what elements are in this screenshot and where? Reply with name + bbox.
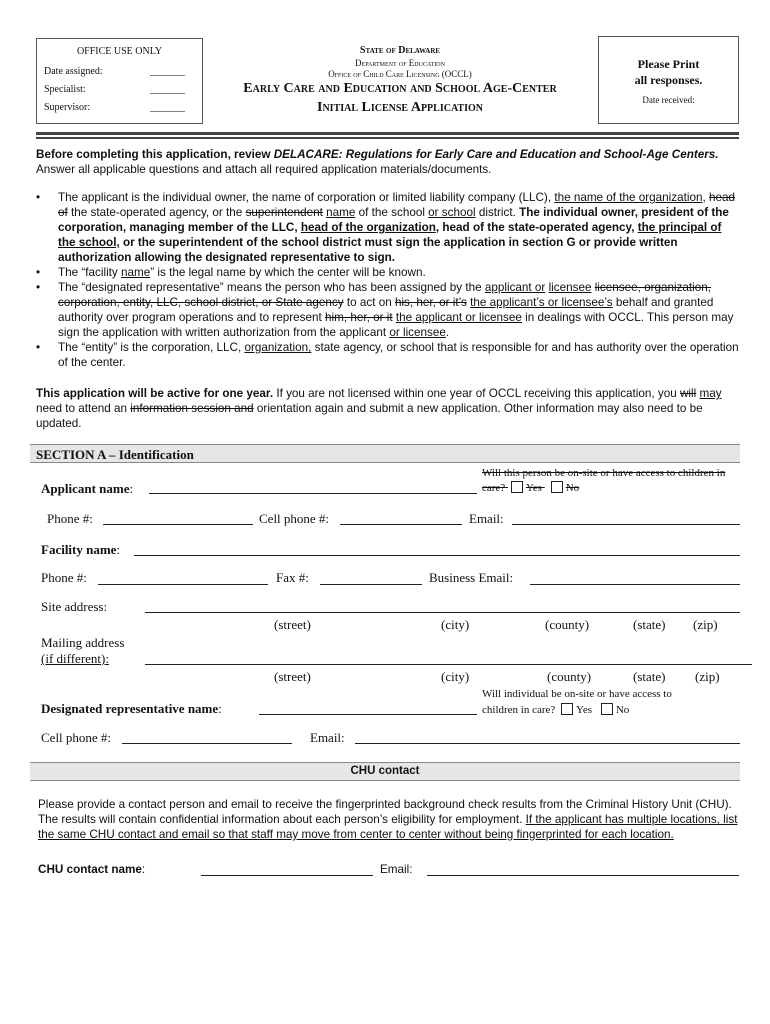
intro-paragraph [36, 147, 736, 177]
no-label: No [615, 704, 630, 716]
inserted-text: organization, [244, 341, 312, 354]
text: Please provide a contact person and email to receive the fingerprinted background check results from the Criminal History Unit (CHU). The results will contain confidential information about each person’s eligibility for employment. [38, 798, 732, 826]
facility-name-input[interactable] [134, 542, 740, 556]
rep-email-label: Email: [310, 730, 345, 745]
office-use-box [36, 38, 203, 124]
deleted-text: his, her, or it’s [394, 296, 467, 309]
chu-header [30, 762, 740, 781]
header-divider [36, 132, 739, 139]
form-title-line2: Initial License Application [317, 100, 483, 115]
mailing-address-input[interactable] [145, 651, 752, 665]
mailing-address-label: Mailing address [41, 635, 125, 650]
yes-label: Yes [525, 482, 542, 494]
site-city-caption: (city) [441, 617, 470, 632]
inserted-text: or licensee [389, 326, 446, 339]
text: ” is the legal name by which the center will be known. [150, 266, 426, 279]
mailing-if-different: (if different): [41, 651, 109, 666]
inserted-text: the applicant or licensee [395, 311, 522, 324]
text: The applicant is the individual owner, the name of corporation or limited liability company (LLC), [58, 191, 555, 204]
header-state: State of Delaware [359, 45, 441, 56]
form-title-line1: Early Care and Education and School Age-Center [243, 81, 557, 96]
mail-street-caption: (street) [274, 669, 311, 684]
date-assigned-blank: _______ [150, 66, 185, 77]
supervisor-blank: _______ [150, 102, 185, 113]
bold-text: , head of the state-operated agency, [435, 221, 638, 234]
mail-county-caption: (county) [547, 669, 592, 684]
rep-onsite-yes-checkbox[interactable] [561, 703, 573, 715]
fax-label: Fax #: [276, 570, 309, 585]
rep-email-input[interactable] [355, 730, 740, 744]
deleted-text: head of [58, 191, 735, 219]
phone-input[interactable] [103, 511, 253, 525]
text: , [702, 191, 709, 204]
chu-paragraph [38, 797, 738, 842]
header-dept: Department of Education [355, 58, 445, 68]
text: orientation again and submit a new application. Other information may also need to be updated. [36, 402, 703, 430]
site-address-input[interactable] [145, 599, 740, 613]
bullet-facility [36, 265, 740, 280]
deleted-text: information session and [130, 402, 254, 415]
label-text: Applicant name [41, 481, 130, 496]
rep-onsite-question [482, 686, 732, 718]
intro-lead: Before completing this application, review [36, 148, 274, 161]
inserted-text: or school [428, 206, 476, 219]
label-text: Designated representative name [41, 701, 219, 716]
please-print-line2: all responses. [634, 73, 703, 87]
bullet-designated-rep [36, 280, 740, 340]
inserted-text: the applicant’s or licensee’s [470, 296, 613, 309]
text: to act on [343, 296, 395, 309]
definitions-list [36, 190, 740, 370]
rep-cell-label: Cell phone #: [41, 730, 112, 745]
cell-phone-input[interactable] [340, 511, 462, 525]
text: . [445, 326, 450, 339]
site-address-label: Site address: [41, 599, 108, 614]
deleted-text: him, her, or it [325, 311, 393, 324]
bold-text: The individual owner, president of the corporation, managing member of the LLC, [58, 206, 729, 234]
question-line1: Will individual be on-site or have access to [482, 688, 672, 700]
section-a-title: SECTION A – Identification [36, 447, 194, 462]
inserted-text: applicant or [484, 281, 546, 294]
applicant-name-label: Applicant name: [41, 481, 134, 496]
text: of the school [355, 206, 429, 219]
deleted-text: licensee, organization, corporation, entity, LLC, school district, or State agency [58, 281, 712, 309]
text: state agency, or school that is responsible for and has authority over the operation of the center. [58, 341, 739, 369]
label-text: CHU contact name [38, 863, 142, 876]
chu-name-input[interactable] [201, 862, 373, 876]
chu-email-label: Email: [380, 863, 413, 876]
mail-state-caption: (state) [633, 669, 666, 684]
header-office: Office of Child Care Licensing (OCCL) [328, 69, 472, 79]
question-text: Will this person be on-site or have access to children in care? [482, 467, 726, 494]
chu-name-label: CHU contact name: [38, 863, 146, 876]
text: need to attend an [36, 402, 131, 415]
text: The “entity” is the corporation, LLC, [58, 341, 245, 354]
please-print-line1: Please Print [637, 57, 700, 71]
section-a-header [30, 444, 740, 463]
inserted-text: head of the organization [300, 221, 436, 234]
chu-email-input[interactable] [427, 862, 739, 876]
active-bold: This application will be active for one year. [36, 387, 274, 400]
mail-zip-caption: (zip) [695, 669, 720, 684]
inserted-text: If the applicant has multiple locations, list the same CHU contact and email so that staff may move from center to center without being fingerprinted for each location. [38, 813, 738, 841]
applicant-name-input[interactable] [149, 480, 477, 494]
facility-name-label: Facility name: [41, 542, 121, 557]
rep-onsite-no-checkbox[interactable] [601, 703, 613, 715]
question-line2 [482, 702, 732, 718]
cell-phone-label: Cell phone #: [259, 511, 330, 526]
designated-rep-input[interactable] [259, 701, 477, 715]
deleted-text: superintendent [245, 206, 323, 219]
specialist-blank: _______ [150, 84, 185, 95]
bullet-applicant [36, 190, 740, 265]
inserted-text: name [121, 266, 151, 279]
please-print-box [598, 36, 739, 124]
applicant-onsite-yes-checkbox[interactable] [511, 481, 523, 493]
label-text: Facility name [41, 542, 117, 557]
bold-text: or the superintendent of the school district must sign the application in section G or provide written authorization allowing the designated representative to sign. [58, 236, 678, 264]
text: the state-operated agency, or the [67, 206, 246, 219]
email-label: Email: [469, 511, 504, 526]
intro-rest: Answer all applicable questions and attach all required application materials/documents. [36, 163, 492, 176]
text: The “facility [58, 266, 121, 279]
intro-ref: DELACARE: Regulations for Early Care and Education and School-Age Centers. [273, 148, 719, 161]
inserted-text: may [699, 387, 722, 400]
inserted-text: licensee [548, 281, 592, 294]
supervisor-label: Supervisor: [44, 102, 91, 113]
email-input[interactable] [512, 511, 740, 525]
phone-label: Phone #: [47, 511, 93, 526]
text: If you are not licensed within one year of OCCL receiving this application, you [273, 387, 680, 400]
question-text: children in care? [482, 704, 556, 716]
site-street-caption: (street) [274, 617, 311, 632]
text: in dealings with OCCL. This person may sign the application with written authorization from the applicant [58, 311, 734, 339]
fax-input[interactable] [320, 571, 422, 585]
yes-label: Yes [576, 704, 593, 716]
bullet-entity [36, 340, 740, 370]
site-county-caption: (county) [545, 617, 590, 632]
site-state-caption: (state) [633, 617, 666, 632]
text: behalf and granted authority over program operations and to represent [58, 296, 714, 324]
mail-city-caption: (city) [441, 669, 470, 684]
applicant-onsite-no-checkbox[interactable] [551, 481, 563, 493]
date-assigned-label: Date assigned: [44, 66, 103, 77]
inserted-text: the name of the organization [554, 191, 703, 204]
applicant-onsite-question [482, 466, 732, 496]
office-use-title: OFFICE USE ONLY [76, 46, 163, 57]
active-paragraph [36, 386, 738, 431]
site-zip-caption: (zip) [693, 617, 718, 632]
no-label: No [565, 482, 580, 494]
chu-header-title: CHU contact [350, 765, 420, 777]
specialist-label: Specialist: [44, 84, 86, 95]
facility-phone-input[interactable] [98, 571, 268, 585]
inserted-text: the principal of the school, [58, 221, 722, 249]
business-email-label: Business Email: [429, 570, 514, 585]
deleted-text: will [679, 387, 697, 400]
designated-rep-label: Designated representative name: [41, 701, 222, 716]
inserted-text: name [326, 206, 356, 219]
facility-phone-label: Phone #: [41, 570, 87, 585]
date-received-label: Date received: [642, 95, 695, 105]
business-email-input[interactable] [530, 571, 740, 585]
text: The “designated representative” means the person who has been assigned by the [58, 281, 485, 294]
text: district. [475, 206, 520, 219]
rep-cell-input[interactable] [122, 730, 292, 744]
